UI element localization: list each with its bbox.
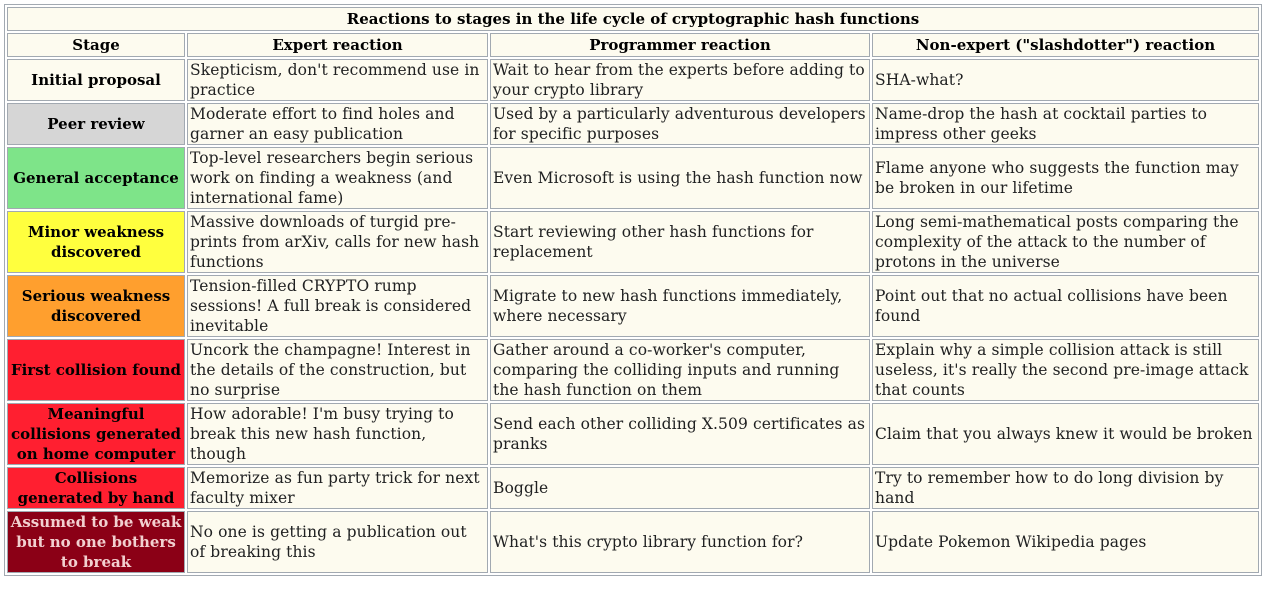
programmer-reaction-cell: Used by a particularly adventurous developers for specific purposes: [490, 103, 870, 145]
expert-reaction-cell: Moderate effort to find holes and garner an easy publication: [187, 103, 488, 145]
stage-cell: General acceptance: [7, 147, 185, 209]
programmer-reaction-cell: Send each other colliding X.509 certificates as pranks: [490, 403, 870, 465]
stage-cell: Collisions generated by hand: [7, 467, 185, 509]
expert-reaction-cell: Top-level researchers begin serious work on finding a weakness (and international fame): [187, 147, 488, 209]
table-caption: Reactions to stages in the life cycle of cryptographic hash functions: [7, 7, 1259, 31]
programmer-reaction-cell: Migrate to new hash functions immediately, where necessary: [490, 275, 870, 337]
programmer-reaction-cell: Start reviewing other hash functions for replacement: [490, 211, 870, 273]
nonexpert-reaction-cell: Point out that no actual collisions have been found: [872, 275, 1259, 337]
stage-cell: Initial proposal: [7, 59, 185, 101]
header-stage: Stage: [7, 33, 185, 57]
programmer-reaction-cell: Boggle: [490, 467, 870, 509]
table-row: [7, 147, 1259, 209]
table-row: [7, 467, 1259, 509]
stage-cell: Peer review: [7, 103, 185, 145]
header-nonexpert: Non-expert ("slashdotter") reaction: [872, 33, 1259, 57]
hash-reactions-table: [4, 4, 1262, 576]
stage-cell: Minor weakness discovered: [7, 211, 185, 273]
table-row: [7, 403, 1259, 465]
table-row: [7, 339, 1259, 401]
nonexpert-reaction-cell: Claim that you always knew it would be broken: [872, 403, 1259, 465]
caption-row: [7, 7, 1259, 31]
stage-cell: Assumed to be weak but no one bothers to break: [7, 511, 185, 573]
programmer-reaction-cell: Even Microsoft is using the hash function now: [490, 147, 870, 209]
expert-reaction-cell: Uncork the champagne! Interest in the details of the construction, but no surprise: [187, 339, 488, 401]
nonexpert-reaction-cell: Flame anyone who suggests the function may be broken in our lifetime: [872, 147, 1259, 209]
programmer-reaction-cell: What's this crypto library function for?: [490, 511, 870, 573]
expert-reaction-cell: Massive downloads of turgid pre-prints from arXiv, calls for new hash functions: [187, 211, 488, 273]
nonexpert-reaction-cell: Explain why a simple collision attack is still useless, it's really the second pre-image attack that counts: [872, 339, 1259, 401]
table-row: [7, 275, 1259, 337]
table-container: [4, 4, 1262, 576]
header-expert: Expert reaction: [187, 33, 488, 57]
stage-cell: Meaningful collisions generated on home computer: [7, 403, 185, 465]
expert-reaction-cell: No one is getting a publication out of breaking this: [187, 511, 488, 573]
stage-cell: First collision found: [7, 339, 185, 401]
table-row: [7, 59, 1259, 101]
programmer-reaction-cell: Wait to hear from the experts before adding to your crypto library: [490, 59, 870, 101]
programmer-reaction-cell: Gather around a co-worker's computer, comparing the colliding inputs and running the hash function on them: [490, 339, 870, 401]
nonexpert-reaction-cell: SHA-what?: [872, 59, 1259, 101]
nonexpert-reaction-cell: Update Pokemon Wikipedia pages: [872, 511, 1259, 573]
header-row: [7, 33, 1259, 57]
nonexpert-reaction-cell: Try to remember how to do long division by hand: [872, 467, 1259, 509]
table-row: [7, 103, 1259, 145]
table-row: [7, 211, 1259, 273]
expert-reaction-cell: Skepticism, don't recommend use in practice: [187, 59, 488, 101]
nonexpert-reaction-cell: Long semi-mathematical posts comparing the complexity of the attack to the number of protons in the universe: [872, 211, 1259, 273]
nonexpert-reaction-cell: Name-drop the hash at cocktail parties to impress other geeks: [872, 103, 1259, 145]
expert-reaction-cell: Memorize as fun party trick for next faculty mixer: [187, 467, 488, 509]
header-programmer: Programmer reaction: [490, 33, 870, 57]
table-row: [7, 511, 1259, 573]
expert-reaction-cell: Tension-filled CRYPTO rump sessions! A full break is considered inevitable: [187, 275, 488, 337]
stage-cell: Serious weakness discovered: [7, 275, 185, 337]
expert-reaction-cell: How adorable! I'm busy trying to break this new hash function, though: [187, 403, 488, 465]
